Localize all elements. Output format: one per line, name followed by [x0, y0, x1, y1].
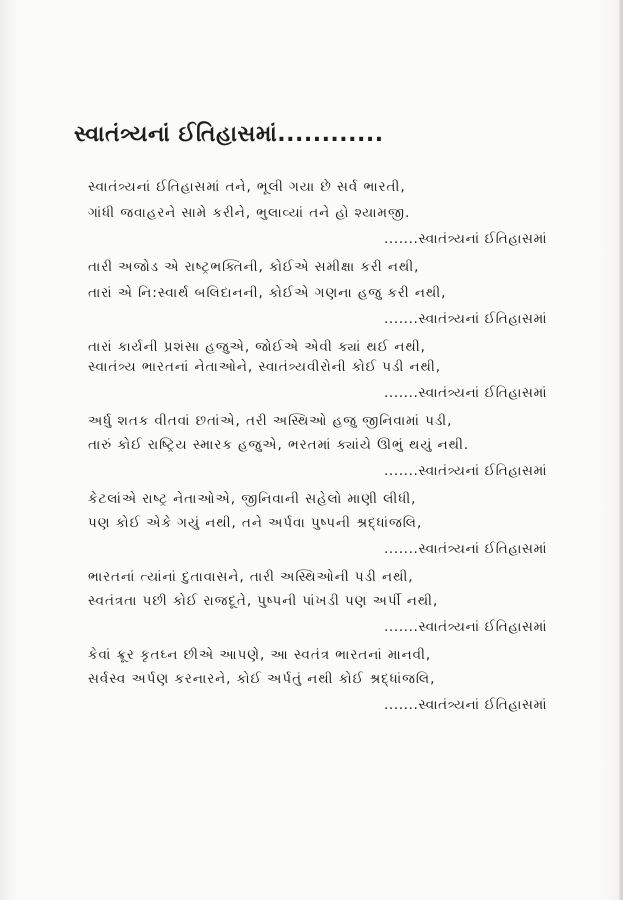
stanza-6-refrain: .......સ્વાતંત્ર્યનાં ઈતિહાસમાં	[384, 619, 548, 635]
stanza-2-line-2: તારાં એ નિ:સ્વાર્થ બલિદાનની, કોઈએ ગણના હજુ કરી નથી,	[88, 285, 447, 301]
stanza-1-line-1: સ્વાતંત્ર્યનાં ઈતિહાસમાં તને, ભૂલી ગયા છે સર્વ ભારતી,	[88, 179, 406, 195]
stanza-3-line-1: તારાં કાર્યની પ્રશંસા હજુએ, જોઈએ એવી ક્યાં થઈ નથી,	[88, 339, 426, 355]
stanza-5-line-1: કેટલાંએ રાષ્ટ્ર નેતાઓએ, જીનિવાની સહેલો માણી લીધી,	[88, 491, 417, 507]
stanza-4-line-1: અર્ધુ શતક વીતવાં છતાંએ, તરી અસ્થિઓ હજુ જીનિવામાં પડી,	[88, 413, 453, 429]
stanza-5-refrain: .......સ્વાતંત્ર્યનાં ઈતિહાસમાં	[384, 541, 548, 557]
stanza-3-refrain: .......સ્વાતંત્ર્યનાં ઈતિહાસમાં	[384, 385, 548, 401]
stanza-3-line-2: સ્વાતંત્ર્ય ભારતનાં નેતાઓને, સ્વાતંત્ર્યવીરોની કોઈ પડી નથી,	[88, 359, 441, 375]
stanza-6-line-2: સ્વતંત્રતા પછી કોઈ રાજદૂતે, પુષ્પની પાંખડી પણ અર્પી નથી,	[88, 593, 439, 609]
stanza-7-refrain: .......સ્વાતંત્ર્યનાં ઈતિહાસમાં	[384, 697, 548, 713]
stanza-5-line-2: પણ કોઈ એકે ગયું નથી, તને અર્પવા પુષ્પની શ્રદ્ધાંજલિ,	[88, 515, 423, 531]
stanza-2-line-1: તારી અજોડ એ રાષ્ટ્રભક્તિની, કોઈએ સમીક્ષા કરી નથી,	[88, 259, 420, 275]
stanza-4-line-2: તારું કોઈ રાષ્ટ્રિય સ્મારક હજુએ, ભરતમાં ક્યાંયે ઊભું થયું નથી.	[88, 437, 470, 453]
page-edge	[619, 0, 623, 900]
stanza-7-line-1: કેવાં ક્રૂર કૃતઘ્ન છીએ આપણે, આ સ્વતંત્ર ભારતનાં માનવી,	[88, 647, 432, 663]
stanza-6-line-1: ભારતનાં ત્યાંનાં દુતાવાસને, તારી અસ્થિઓની પડી નથી,	[88, 569, 414, 585]
poem-title: સ્વાતંત્ર્યનાં ઈતિહાસમાં............	[74, 122, 384, 147]
stanza-1-line-2: ગાંધી જવાહરને સામે કરીને, ભુલાવ્યાં તને હો શ્યામજી.	[88, 205, 411, 221]
stanza-4-refrain: .......સ્વાતંત્ર્યનાં ઈતિહાસમાં	[384, 463, 548, 479]
stanza-1-refrain: .......સ્વાતંત્ર્યનાં ઈતિહાસમાં	[384, 231, 548, 247]
stanza-2-refrain: .......સ્વાતંત્ર્યનાં ઈતિહાસમાં	[384, 311, 548, 327]
stanza-7-line-2: સર્વસ્વ અર્પણ કરનારને, કોઈ અર્પતું નથી કોઈ શ્રદ્ધાંજલિ,	[88, 671, 436, 687]
